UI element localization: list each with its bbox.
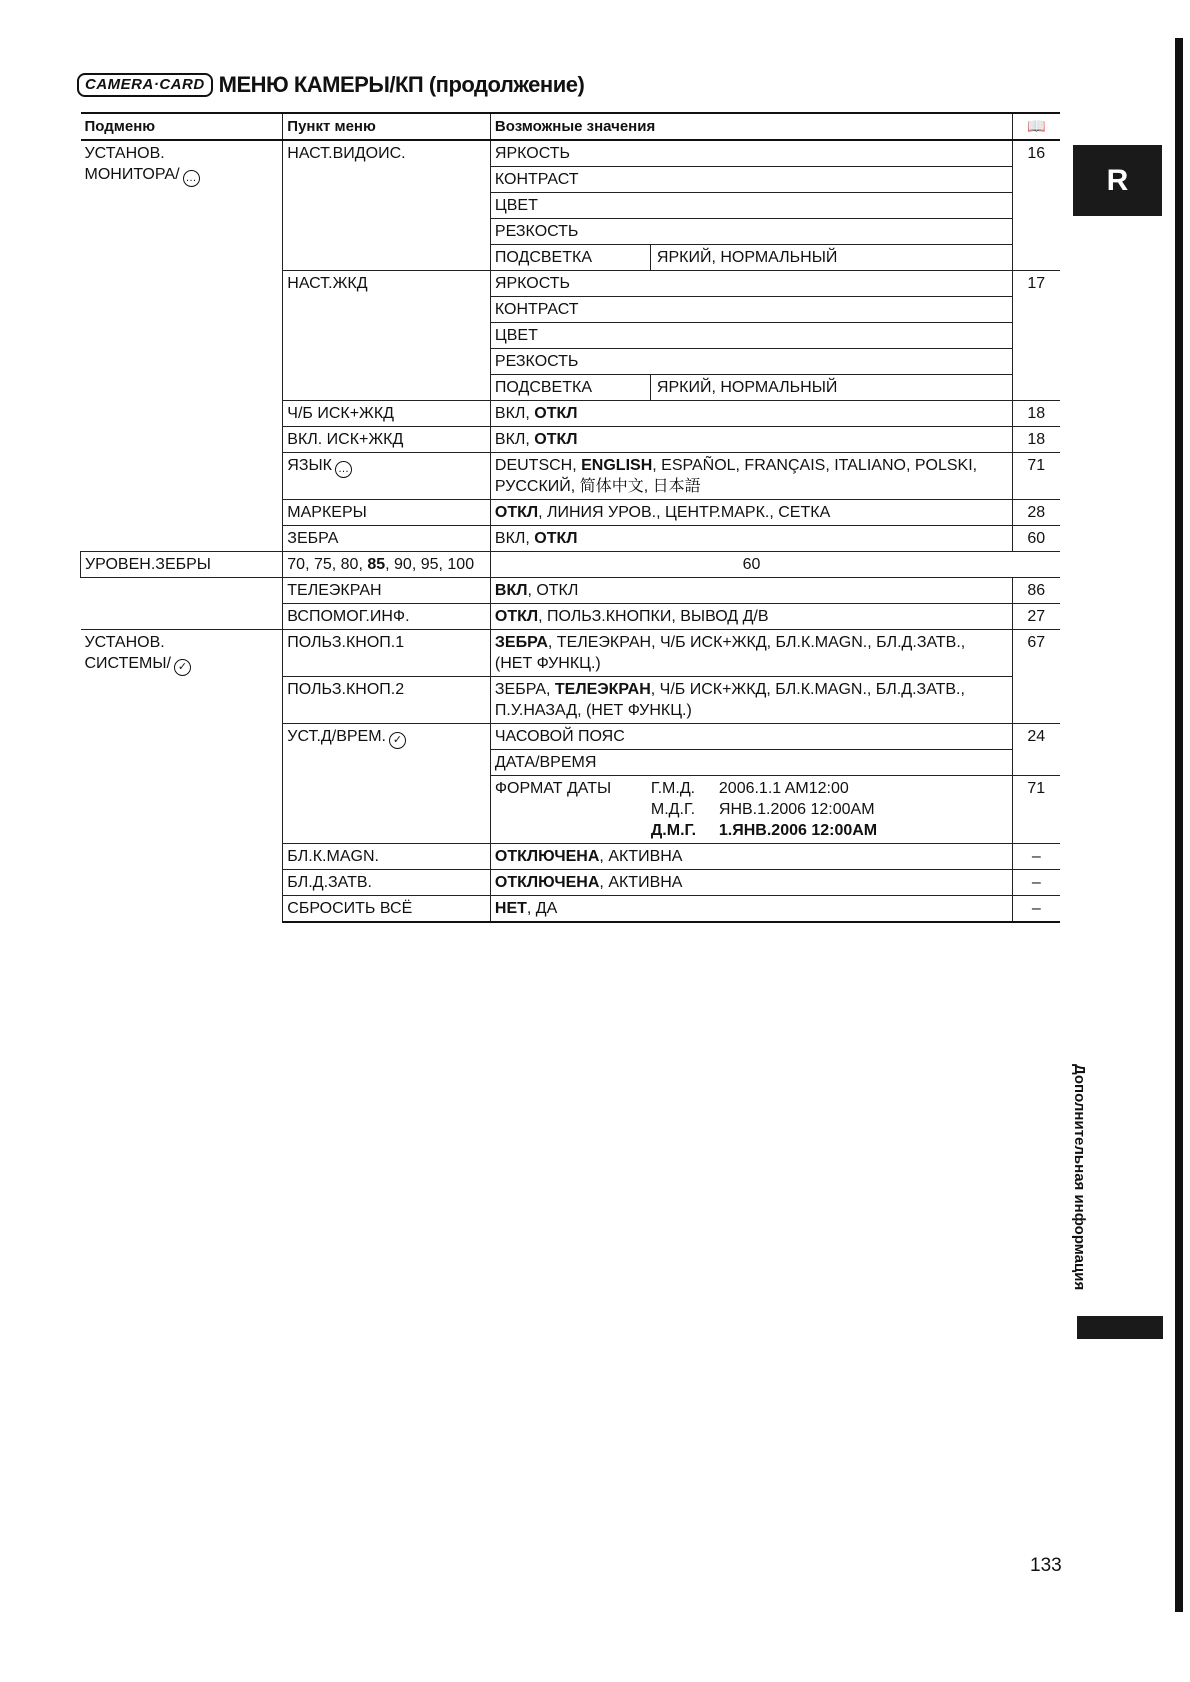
table-row: ВКЛ. ИСК+ЖКД ВКЛ, ОТКЛ 18 — [81, 427, 1061, 453]
col-values: Возможные значения — [490, 113, 1012, 140]
side-section-label: Дополнительная информация — [1071, 1064, 1088, 1291]
page-ref: 16 — [1012, 140, 1060, 271]
page-edge-rule — [1175, 38, 1183, 1612]
page-number: 133 — [1030, 1555, 1062, 1576]
table-row: ВСПОМОГ.ИНФ. ОТКЛ, ПОЛЬЗ.КНОПКИ, ВЫВОД Д/В 27 — [81, 604, 1061, 630]
date-format-options: ФОРМАТ ДАТЫ Г.М.Д. 2006.1.1 AM12:00 М.Д.Г. ЯНВ.1.2006 12:00AM Д.М.Г. 1.ЯНВ.2006 12:00AM — [494, 780, 878, 839]
col-item: Пункт меню — [283, 113, 491, 140]
check-circle-icon: ✓ — [389, 732, 406, 749]
value: РЕЗКОСТЬ — [490, 349, 1012, 375]
table-row: Ч/Б ИСК+ЖКД ВКЛ, ОТКЛ 18 — [81, 401, 1061, 427]
value: ПОДСВЕТКА ЯРКИЙ, НОРМАЛЬНЫЙ — [490, 245, 1012, 271]
item-vf: НАСТ.ВИДОИС. — [283, 140, 491, 271]
col-submenu: Подменю — [81, 113, 283, 140]
table-row: БЛ.К.MAGN. ОТКЛЮЧЕНА, АКТИВНА – — [81, 844, 1061, 870]
value: ЦВЕТ — [490, 193, 1012, 219]
value: ПОДСВЕТКА ЯРКИЙ, НОРМАЛЬНЫЙ — [490, 375, 1012, 401]
item-lcd: НАСТ.ЖКД — [283, 271, 491, 401]
value: ЦВЕТ — [490, 323, 1012, 349]
table-row — [81, 140, 1061, 167]
page-ref: 17 — [1012, 271, 1060, 401]
table-row: СБРОСИТЬ ВСЁ НЕТ, ДА – — [81, 896, 1061, 923]
book-icon: 📖 — [1026, 118, 1046, 135]
table-row: ЯЗЫК … DEUTSCH, ENGLISH, ESPAÑOL, FRANÇAIS, ITALIANO, POLSKI, РУССКИЙ, 简体中文, 日本語 71 — [81, 453, 1061, 500]
value: КОНТРАСТ — [490, 297, 1012, 323]
section-tab-r: R — [1073, 145, 1162, 216]
table-row: БЛ.Д.ЗАТВ. ОТКЛЮЧЕНА, АКТИВНА – — [81, 870, 1061, 896]
table-row: ПОЛЬЗ.КНОП.2 ЗЕБРА, ТЕЛЕЭКРАН, Ч/Б ИСК+ЖКД, БЛ.К.MAGN., БЛ.Д.ЗАТВ., П.У.НАЗАД, (НЕТ ФУНКЦ.) — [81, 677, 1061, 724]
check-circle-icon: ✓ — [174, 659, 191, 676]
table-row: МАРКЕРЫ ОТКЛ, ЛИНИЯ УРОВ., ЦЕНТР.МАРК., СЕТКА 28 — [81, 500, 1061, 526]
submenu-monitor: УСТАНОВ. МОНИТОРА/ … — [81, 140, 283, 552]
table-row: ЗЕБРА ВКЛ, ОТКЛ 60 — [81, 526, 1061, 552]
table-row: ТЕЛЕЭКРАН ВКЛ, ОТКЛ 86 — [81, 578, 1061, 604]
menu-table: Подменю Пункт меню Возможные значения 📖 УСТАНОВ. МОНИТОРА/ … НАСТ.ВИДОИС. ЯРКОСТЬ 16 КОНТРАСТ ЦВЕТ РЕЗКОСТЬ ПОДСВЕТКА ЯРКИЙ, НОРМАЛЬНЫЙ НАСТ.ЖКД ЯРКОСТЬ 17 КОНТРАСТ ЦВЕТ РЕЗКОСТЬ ПОДСВЕТКА ЯРКИЙ, НОРМАЛЬНЫЙ Ч/Б ИСК+ЖКД ВКЛ, ОТКЛ 18 ВКЛ. ИСК+ЖКД ВКЛ, ОТКЛ 18 ЯЗЫК … DEUTSCH, ENGLISH, ESPAÑOL, FRANÇAIS, ITALIANO, POLSKI, РУССКИЙ, 简体中文, 日本語 71 МАРКЕРЫ ОТКЛ, ЛИНИЯ УРОВ., ЦЕНТР.МАРК., СЕТКА 28 ЗЕБРА ВКЛ, ОТКЛ 60 УРОВЕН.ЗЕБРЫ 70, 75, 80, 85, 90, 95, 100 60 ТЕЛЕЭКРАН ВКЛ, ОТКЛ 86 ВСПОМОГ.ИНФ. ОТКЛ, ПОЛЬЗ.КНОПКИ, ВЫВОД Д/В 27 УСТАНОВ. СИСТЕМЫ/ ✓ ПОЛЬЗ.КНОП.1 ЗЕБРА, ТЕЛЕЭКРАН, Ч/Б ИСК+ЖКД, БЛ.К.MAGN., БЛ.Д.ЗАТВ., (НЕТ ФУНКЦ.) 67 ПОЛЬЗ.КНОП.2 ЗЕБРА, ТЕЛЕЭКРАН, Ч/Б ИСК+ЖКД, БЛ.К.MAGN., БЛ.Д.ЗАТВ., П.У.НАЗАД, (НЕТ ФУНКЦ.) УСТ.Д/ВРЕМ. ✓ ЧАСОВОЙ ПОЯС 24 ДАТА/ВРЕМЯ ФОРМАТ ДАТЫ Г.М.Д. 2006.1.1 AM12:00 М.Д.Г. ЯНВ.1.2006 12:00AM Д.М.Г. 1.ЯНВ.2006 12:00AM 71 БЛ.К.MAGN. ОТКЛЮЧЕНА, АКТИВНА – БЛ.Д.ЗАТВ. ОТКЛЮЧЕНА, АКТИВНА – СБРОСИТЬ ВСЁ НЕТ, ДА – — [80, 112, 1060, 923]
page-title — [77, 70, 584, 100]
speech-icon: … — [335, 461, 352, 478]
value: РЕЗКОСТЬ — [490, 219, 1012, 245]
submenu-system: УСТАНОВ. СИСТЕМЫ/ ✓ — [81, 630, 283, 923]
table-row: УСТАНОВ. СИСТЕМЫ/ ✓ ПОЛЬЗ.КНОП.1 ЗЕБРА, ТЕЛЕЭКРАН, Ч/Б ИСК+ЖКД, БЛ.К.MAGN., БЛ.Д.ЗАТВ., (НЕТ ФУНКЦ.) 67 — [81, 630, 1061, 677]
table-row: УРОВЕН.ЗЕБРЫ 70, 75, 80, 85, 90, 95, 100 60 — [81, 552, 1061, 578]
side-section-marker — [1077, 1316, 1163, 1339]
camera-card-badge: CAMERA·CARD — [77, 73, 213, 97]
title-text: МЕНЮ КАМЕРЫ/КП (продолжение) — [218, 72, 585, 97]
table-row: УСТ.Д/ВРЕМ. ✓ ЧАСОВОЙ ПОЯС 24 — [81, 724, 1061, 750]
speech-icon: … — [183, 170, 200, 187]
value: КОНТРАСТ — [490, 167, 1012, 193]
table-row: ФОРМАТ ДАТЫ Г.М.Д. 2006.1.1 AM12:00 М.Д.Г. ЯНВ.1.2006 12:00AM Д.М.Г. 1.ЯНВ.2006 12:00AM 71 — [81, 776, 1061, 844]
table-header-row — [81, 113, 1061, 140]
value: ЯРКОСТЬ — [490, 271, 1012, 297]
col-page — [1012, 113, 1060, 140]
value: ЯРКОСТЬ — [490, 140, 1012, 167]
